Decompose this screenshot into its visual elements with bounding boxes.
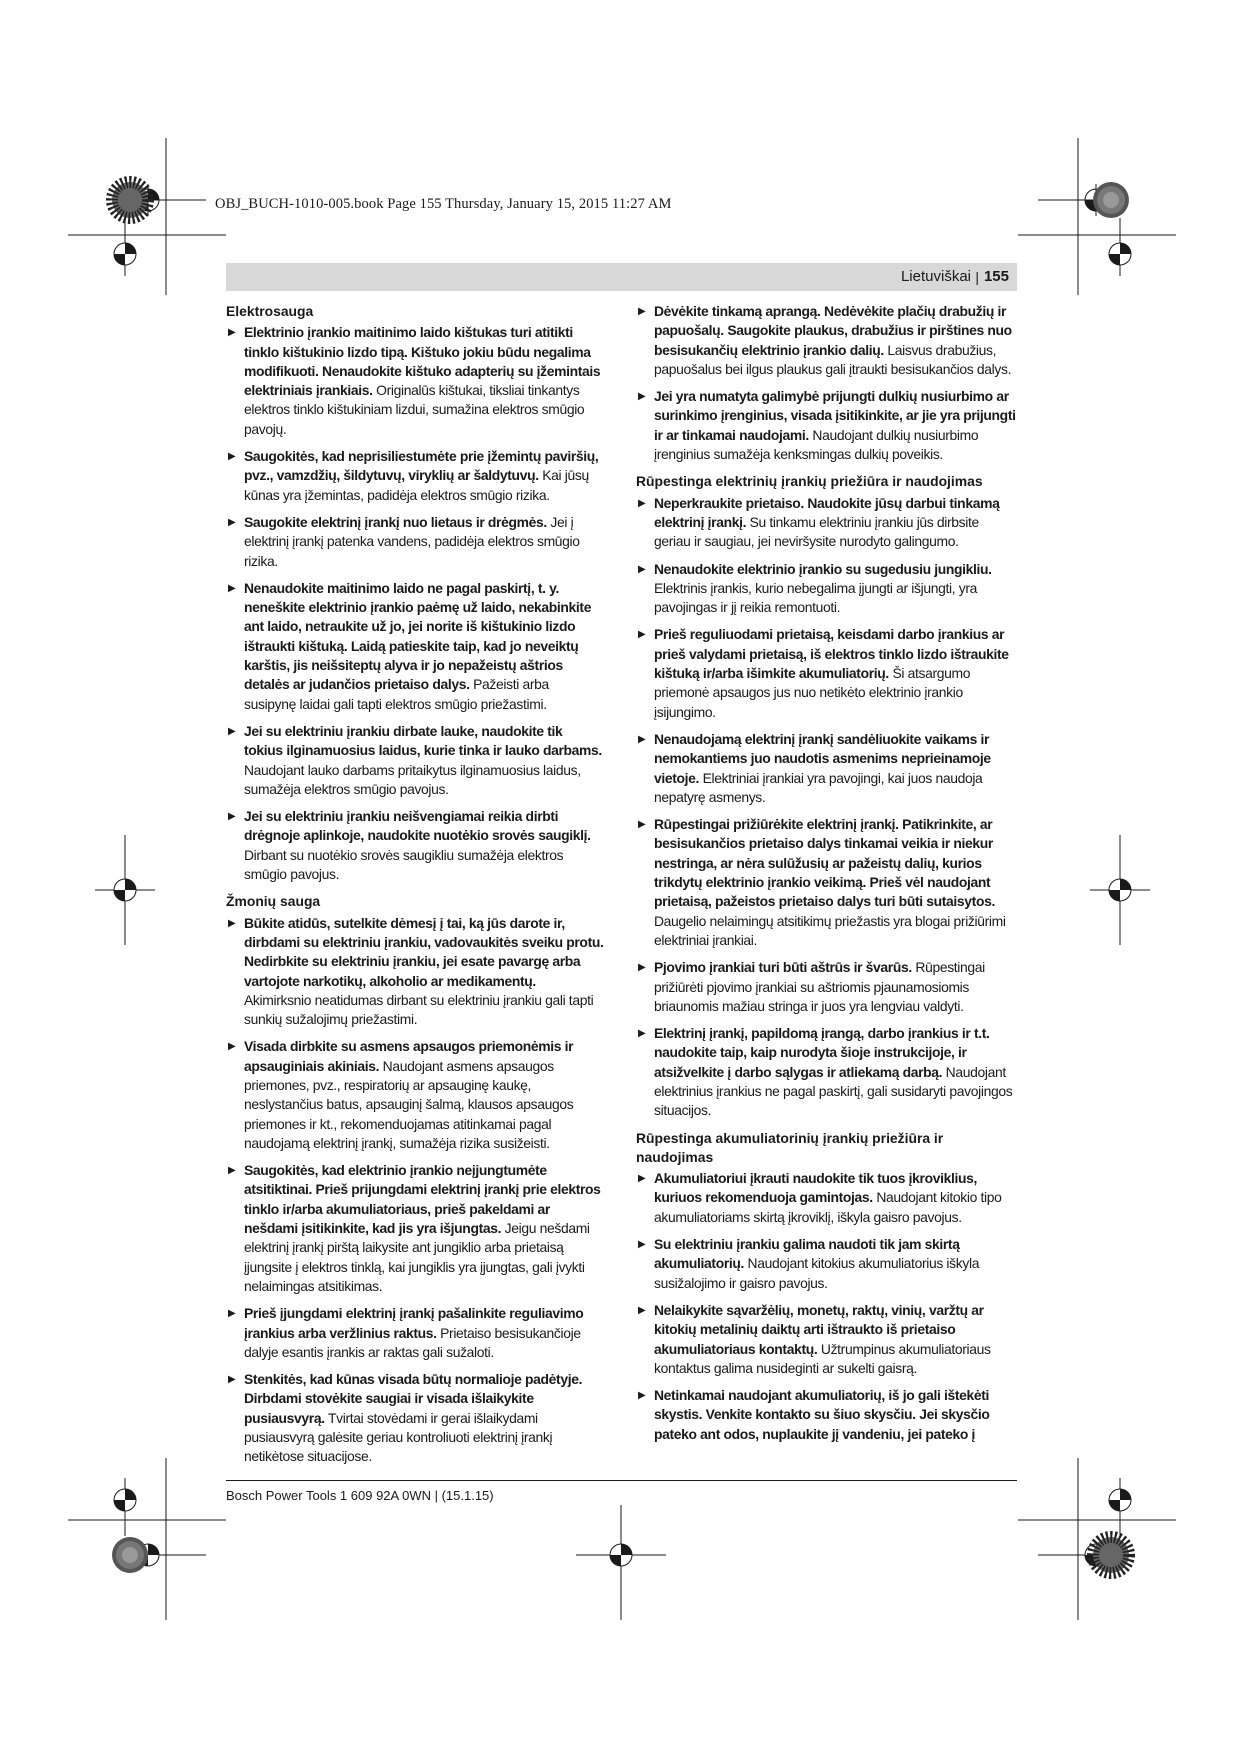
safety-instruction bbox=[226, 1161, 604, 1296]
safety-instruction bbox=[226, 323, 604, 439]
instruction-bold: Saugokite elektrinį įrankį nuo lietaus ir drėgmės. bbox=[244, 513, 547, 530]
instruction-text: Naudojant kitokius akumuliatorius iškyla susižalojimo ir gaisro pavojus. bbox=[654, 1255, 980, 1291]
instruction-bold: Akumuliatoriui įkrauti naudokite tik tuos įkroviklius, kuriuos rekomenduoja gamintojas. bbox=[654, 1170, 978, 1206]
instruction-bold: Prieš reguliuodami prietaisą, keisdami darbo įrankius ar prieš valydami prietaisą, iš elektros tinklo lizdo ištraukite kištuką ir/arba išimkite akumuliatorių. bbox=[654, 626, 1009, 682]
instruction-text: Tvirtai stovėdami ir gerai išlaikydami pusiausvyrą galėsite geriau kontroliuoti elektrinį įrankį netikėtose situacijose. bbox=[244, 1409, 553, 1465]
instruction-bold: Būkite atidūs, sutelkite dėmesį į tai, ką jūs darote ir, dirbdami su elektriniu įrankiu, vadovaukitės sveiku protu. Nedirbkite su elektriniu įrankiu, jei esate pavargę arba vartojote narkotikų, alkoholio ar medikamentų. bbox=[244, 914, 604, 989]
instruction-bold: Su elektriniu įrankiu galima naudoti tik jam skirtą akumuliatorių. bbox=[654, 1236, 960, 1272]
left-column bbox=[226, 302, 604, 1475]
safety-instruction bbox=[226, 579, 604, 714]
instruction-text: Prietaiso besisukančioje dalyje esantis įrankis ar raktas gali sužaloti. bbox=[244, 1324, 581, 1360]
header-separator: | bbox=[975, 269, 979, 285]
safety-instruction bbox=[226, 1370, 604, 1466]
instruction-bold: Nenaudokite elektrinio įrankio su sugedusiu jungikliu. bbox=[654, 560, 992, 577]
footer-rule bbox=[226, 1480, 1017, 1481]
instruction-bold: Netinkamai naudojant akumuliatorių, iš jo gali ištekėti skystis. Venkite kontakto su šiuo skysčiu. Jei skysčio pateko ant odos, nuplaukite jį vandeniu, jei pateko į bbox=[654, 1387, 990, 1442]
instruction-text: Daugelio nelaimingų atsitikimų priežastis yra blogai prižiūrimi elektriniai įrankiai. bbox=[654, 912, 1006, 948]
instruction-text: Ši atsargumo priemonė apsaugos jus nuo netikėto elektrinio įrankio įsijungimo. bbox=[654, 665, 971, 720]
instruction-text: Naudojant elektrinius įrankius ne pagal paskirtį, gali susidaryti pavojingos situacijos. bbox=[654, 1063, 1013, 1119]
safety-instruction bbox=[226, 1037, 604, 1153]
section-heading: Žmonių sauga bbox=[226, 893, 321, 910]
instruction-text: Su tinkamu elektriniu įrankiu jūs dirbsite geriau ir saugiau, jei neviršysite nurodyto galingumo. bbox=[654, 513, 979, 550]
safety-instruction bbox=[226, 807, 604, 884]
instruction-text: Pažeisti arba susipynę laidai gali tapti elektros smūgio priežastimi. bbox=[244, 676, 549, 712]
instruction-text: Originalūs kištukai, tiksliai tinkantys elektros tinklo kištukiniam lizdui, sumažina elektros smūgio pavojų. bbox=[244, 382, 585, 437]
page-number: 155 bbox=[983, 268, 1009, 285]
safety-instruction bbox=[226, 513, 604, 571]
instruction-bold: Saugokitės, kad elektrinio įrankio neįjungtumėte atsitiktinai. Prieš prijungdami elektrinį įrankį prie elektros tinklo ir/arba akumuliatoriaus, prieš pakeldami ar nešdami įsitikinkite, kad jis yra išjungtas. bbox=[244, 1162, 601, 1237]
instruction-bold: Dėvėkite tinkamą aprangą. Nedėvėkite plačių drabužių ir papuošalų. Saugokite plaukus, drabužius ir pirštines nuo besisukančių elektrinio įrankio dalių. bbox=[654, 303, 1012, 358]
safety-instruction bbox=[636, 815, 1018, 950]
instruction-text: Jeigu nešdami elektrinį įrankį pirštą laikysite ant jungiklio arba prietaisą įjungsite į elektros tinklą, kai jungiklis yra įjungtas, gali įvykti nelaimingas atsitikimas. bbox=[244, 1220, 590, 1294]
instruction-text: Elektriniai įrankiai yra pavojingi, kai juos naudoja nepatyrę asmenys. bbox=[654, 769, 983, 805]
safety-instruction bbox=[636, 1169, 1018, 1227]
safety-instruction bbox=[636, 1301, 1018, 1378]
instruction-bold: Pjovimo įrankiai turi būti aštrūs ir švarūs. bbox=[654, 959, 912, 976]
right-column bbox=[636, 302, 1018, 1452]
safety-instruction bbox=[636, 1024, 1018, 1120]
instruction-bold: Jei yra numatyta galimybė prijungti dulkių nusiurbimo ar surinkimo įrenginius, visada įsitikinkite, ar jie yra prijungti ir ar tinkamai naudojami. bbox=[654, 388, 1016, 443]
instruction-bold: Nenaudokite maitinimo laido ne pagal paskirtį, t. y. neneškite elektrinio įrankio paėmę už laido, nekabinkite ant laido, netraukite už jo, jei norite iš kištukinio lizdo ištraukti kištuką. Laidą patieskite taip, kad jo neveiktų karštis, jis neišsiteptų alyva ir jo nepažeistų aštrios detalės ar judančios prietaiso dalys. bbox=[244, 579, 592, 693]
instruction-text: Akimirksnio neatidumas dirbant su elektriniu įrankiu gali tapti sunkių sužalojimų priežastimi. bbox=[244, 991, 594, 1028]
footer-imprint: Bosch Power Tools 1 609 92A 0WN | (15.1.15) bbox=[226, 1488, 494, 1503]
instruction-text: Laisvus drabužius, papuošalus bei ilgus plaukus gali įtraukti besisukančios dalys. bbox=[654, 341, 1012, 377]
instruction-text: Naudojant kitokio tipo akumuliatoriams skirtą įkroviklį, iškyla gaisro pavojus. bbox=[654, 1189, 1002, 1225]
file-header: OBJ_BUCH-1010-005.book Page 155 Thursday, January 15, 2015 11:27 AM bbox=[215, 196, 672, 212]
instruction-bold: Stenkitės, kad kūnas visada būtų normalioje padėtyje. Dirbdami stovėkite saugiai ir visada išlaikykite pusiausvyrą. bbox=[244, 1371, 583, 1426]
instruction-text: Kai jūsų kūnas yra įžemintas, padidėja elektros smūgio rizika. bbox=[244, 467, 589, 503]
safety-instruction bbox=[226, 447, 604, 505]
instruction-bold: Saugokitės, kad neprisiliestumėte prie įžemintų paviršių, pvz., vamzdžių, šildytuvų, viryklių ar šaldytuvų. bbox=[244, 448, 599, 484]
header-language: Lietuviškai bbox=[900, 268, 971, 285]
safety-instruction bbox=[226, 914, 604, 1030]
instruction-text: Elektrinis įrankis, kurio nebegalima įjungti ar išjungti, yra pavojingas ir jį reikia remontuoti. bbox=[654, 579, 977, 616]
safety-instruction bbox=[636, 1386, 1018, 1444]
safety-instruction bbox=[636, 625, 1018, 721]
safety-instruction bbox=[636, 494, 1018, 552]
instruction-text: Naudojant lauko darbams pritaikytus ilginamuosius laidus, sumažėja elektros smūgio pavojus. bbox=[244, 761, 581, 797]
section-heading: Rūpestinga akumuliatorinių įrankių priežiūra ir naudojimas bbox=[636, 1129, 944, 1165]
instruction-text: Jei į elektrinį įrankį patenka vandens, padidėja elektros smūgio rizika. bbox=[244, 513, 580, 569]
instruction-text: Dirbant su nuotėkio srovės saugikliu sumažėja elektros smūgio pavojus. bbox=[244, 846, 564, 883]
instruction-bold: Nenaudojamą elektrinį įrankį sandėliuokite vaikams ir nemokantiems juo naudotis asmenims neprieinamoje vietoje. bbox=[654, 730, 991, 786]
instruction-bold: Rūpestingai prižiūrėkite elektrinį įrankį. Patikrinkite, ar besisukančios prietaiso dalys tinkamai veikia ir niekur nestringa, ar nėra sulūžusių ar pažeistų dalių, kurios trikdytų elektrinio įrankio veikimą. Prieš vėl naudojant prietaisą, pažeistos prietaiso dalys turi būti sutaisytos. bbox=[654, 816, 995, 910]
section-heading: Elektrosauga bbox=[226, 303, 314, 319]
safety-instruction bbox=[226, 1304, 604, 1362]
section-heading: Rūpestinga elektrinių įrankių priežiūra ir naudojimas bbox=[636, 473, 983, 490]
instruction-bold: Prieš įjungdami elektrinį įrankį pašalinkite reguliavimo įrankius arba veržlinius raktus. bbox=[244, 1305, 584, 1341]
instruction-text: Užtrumpinus akumuliatoriaus kontaktus galima nusideginti ar sukelti gaisrą. bbox=[654, 1340, 991, 1376]
instruction-bold: Neperkraukite prietaiso. Naudokite jūsų darbui tinkamą elektrinį įrankį. bbox=[654, 494, 1000, 530]
instruction-text: Naudojant asmens apsaugos priemones, pvz., respiratorių ar apsauginę kaukę, neslystančius batus, apsauginį šalmą, klausos apsaugos priemones ir kt., rekomenduojamas atitinkamai pagal naudojamą elektrinį įrankį, sumažėja rizika susižeisti. bbox=[244, 1057, 574, 1151]
instruction-bold: Visada dirbkite su asmens apsaugos priemonėmis ir apsauginiais akiniais. bbox=[244, 1038, 574, 1074]
safety-instruction bbox=[636, 387, 1018, 464]
instruction-bold: Nelaikykite sąvaržėlių, monetų, raktų, vinių, varžtų ar kitokių metalinių daiktų arti ištraukto iš prietaiso akumuliatoriaus kontaktų. bbox=[654, 1301, 984, 1357]
safety-instruction bbox=[636, 302, 1018, 379]
instruction-text: Naudojant dulkių nusiurbimo įrenginius sumažėja kenksmingas dulkių poveikis. bbox=[654, 426, 979, 463]
safety-instruction bbox=[226, 722, 604, 799]
safety-instruction bbox=[636, 958, 1018, 1016]
running-header bbox=[226, 263, 1017, 291]
instruction-bold: Jei su elektriniu įrankiu dirbate lauke, naudokite tik tokius ilginamuosius laidus, kurie tinka ir lauko darbams. bbox=[244, 722, 602, 759]
safety-instruction bbox=[636, 730, 1018, 807]
safety-instruction bbox=[636, 560, 1018, 618]
instruction-bold: Jei su elektriniu įrankiu neišvengiamai reikia dirbti drėgnoje aplinkoje, naudokite nuotėkio srovės saugiklį. bbox=[244, 808, 591, 844]
instruction-bold: Elektrinį įrankį, papildomą įrangą, darbo įrankius ir t.t. naudokite taip, kaip nurodyta šioje instrukcijoje, ir atsižvelkite į darbo sąlygas ir atliekamą darbą. bbox=[654, 1025, 990, 1080]
safety-instruction bbox=[636, 1235, 1018, 1293]
instruction-text: Rūpestingai prižiūrėti pjovimo įrankiai su aštriomis pjaunamosiomis briaunomis mažiau stringa ir juos yra lengviau valdyti. bbox=[654, 959, 985, 1014]
instruction-bold: Elektrinio įrankio maitinimo laido kištukas turi atitikti tinklo kištukinio lizdo tipą. Kištuko jokiu būdu negalima modifikuoti. Nenaudokite kištuko adapterių su įžemintais elektriniais įrankiais. bbox=[244, 324, 601, 399]
